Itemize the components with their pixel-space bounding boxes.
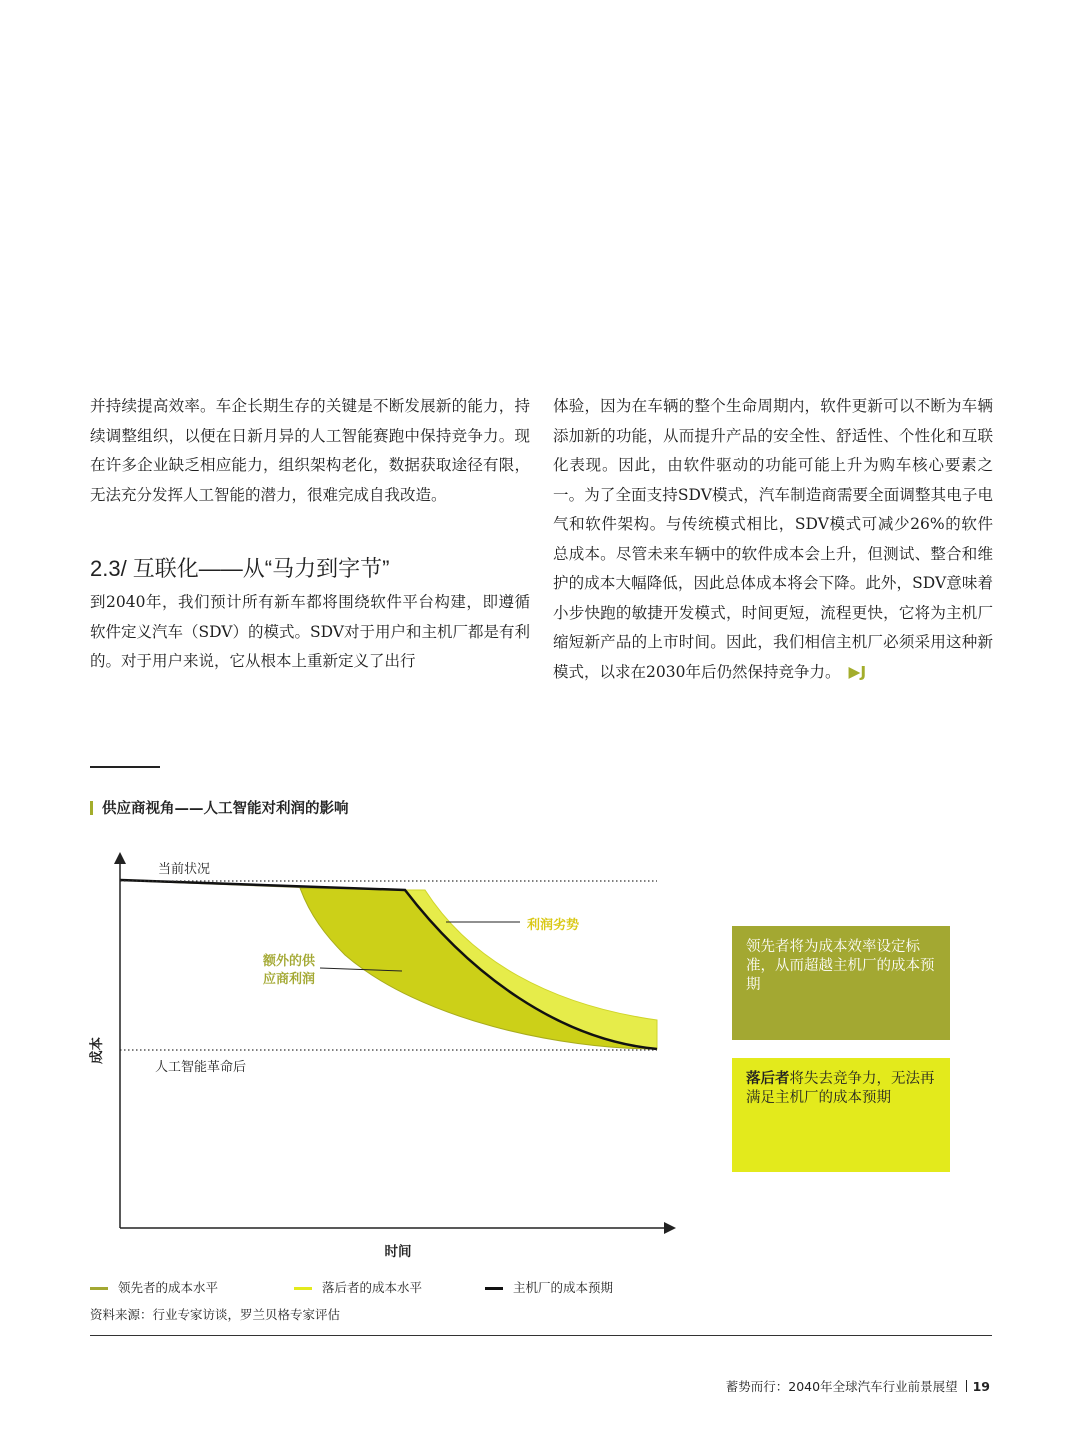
- legend-label: 主机厂的成本预期: [513, 1280, 614, 1295]
- footer-divider: [90, 1335, 992, 1336]
- y-axis-label: 成本: [89, 1037, 105, 1064]
- legend-label: 落后者的成本水平: [322, 1280, 423, 1295]
- legend-swatch-lagger: [294, 1287, 312, 1290]
- x-axis-arrow-icon: [664, 1222, 676, 1234]
- footer-separator: [966, 1380, 967, 1392]
- section-heading: 2.3/ 互联化——从“马力到字节”: [90, 556, 390, 581]
- label-profit-disadvantage: 利润劣势: [527, 918, 580, 933]
- paragraph: 到2040年，我们预计所有新车都将围绕软件平台构建，即遵循软件定义汽车（SDV）的模式。SDV对于用户和主机厂都是有利的。对于用户来说，它从根本上重新定义了出行: [90, 593, 530, 670]
- lagger-callout-bold: 落后者: [746, 1071, 790, 1087]
- label-extra-profit-2: 应商利润: [262, 972, 315, 987]
- legend-swatch-leader: [90, 1287, 108, 1290]
- leader-callout-text: 领先者将为成本效率设定标准，从而超越主机厂的成本预期: [746, 939, 935, 993]
- leader-callout-box: [732, 926, 950, 1040]
- figure-source: 资料来源：行业专家访谈，罗兰贝格专家评估: [90, 1307, 341, 1322]
- end-mark-icon: ▶J: [848, 662, 867, 681]
- paragraph: 并持续提高效率。车企长期生存的关键是不断发展新的能力，持续调整组织，以便在日新月异的人工智能赛跑中保持竞争力。现在许多企业缺乏相应能力，组织架构老化，数据获取途径有限，无法充分发挥人工智能的潜力，很难完成自我改造。: [90, 397, 530, 504]
- x-axis-label: 时间: [384, 1244, 412, 1260]
- page-number: 19: [972, 1379, 990, 1394]
- footer-title: 蓄势而行：2040年全球汽车行业前景展望: [725, 1379, 958, 1394]
- legend-item-lagger: [294, 1278, 422, 1296]
- y-axis-arrow-icon: [114, 852, 126, 864]
- label-current: 当前状况: [158, 862, 211, 877]
- legend-item-leader: [90, 1278, 218, 1296]
- figure-title-text: 供应商视角——人工智能对利润的影响: [102, 801, 349, 817]
- page-footer: [726, 1377, 990, 1395]
- lagger-callout-text: 将失去竞争力，无法再满足主机厂的成本预期: [746, 1071, 935, 1106]
- label-extra-profit-1: 额外的供: [262, 954, 315, 969]
- lagger-callout-box: [732, 1058, 950, 1172]
- label-after-ai: 人工智能革命后: [155, 1060, 247, 1075]
- legend-swatch-oem: [485, 1287, 503, 1290]
- legend-label: 领先者的成本水平: [118, 1280, 219, 1295]
- legend-item-oem: [485, 1278, 613, 1296]
- paragraph-text: 体验，因为在车辆的整个生命周期内，软件更新可以不断为车辆添加新的功能，从而提升产品的安全性、舒适性、个性化和互联化表现。因此，由软件驱动的功能可能上升为购车核心要素之一。为了全面支持SDV模式，汽车制造商需要全面调整其电子电气和软件架构。与传统模式相比，SDV模式可减少26%的软件总成本。尽管未来车辆中的软件成本会上升，但测试、整合和维护的成本大幅降低，因此总体成本将会下降。此外，SDV意味着小步快跑的敏捷开发模式，时间更短，流程更快，它将为主机厂缩短新产品的上市时间。因此，我们相信主机厂必须采用这种新模式，以求在2030年后仍然保持竞争力。: [553, 397, 993, 681]
